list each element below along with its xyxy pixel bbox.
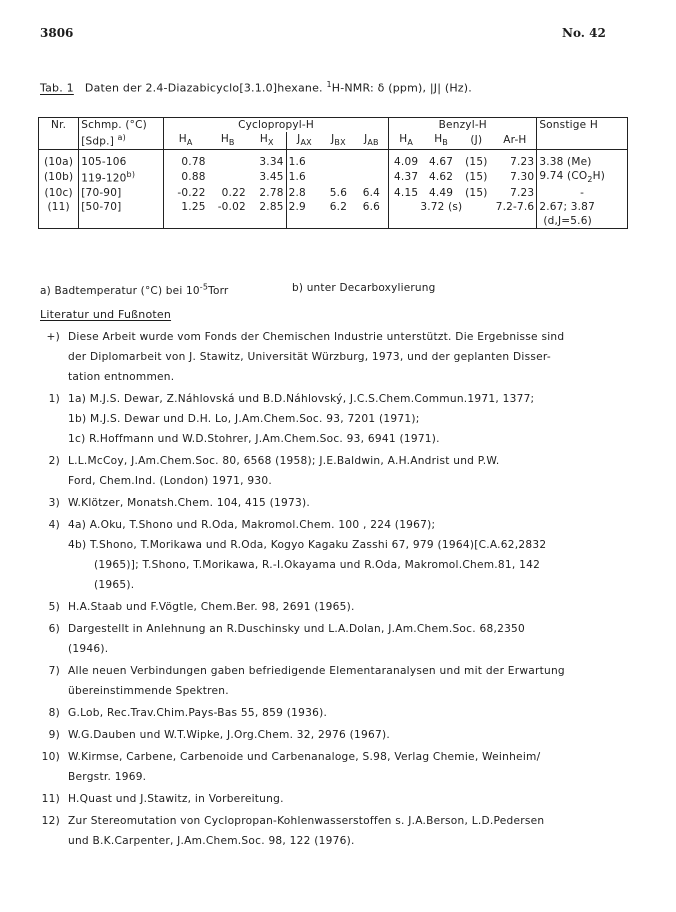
list-item: 10) W.Kirmse, Carbene, Carbenoide und Carbenanaloge, S.98, Verlag Chemie, Weinheim/ Bergstr. 1969.	[41, 751, 541, 783]
page-number: 3806	[40, 26, 74, 40]
list-item: 3) W.Klötzer, Monatsh.Chem. 104, 415 (1973).	[48, 497, 310, 509]
subheader-jax: $J_{AX}$	[286, 132, 322, 149]
group-header-sonstige: Sonstige H	[537, 118, 628, 133]
list-item: 6) Dargestellt in Anlehnung an R.Duschinsky und L.A.Dolan, J.Am.Chem.Soc. 68,2350 (1946).	[48, 623, 526, 655]
reference-list	[40, 327, 640, 853]
list-item: 1) 1a) M.J.S. Dewar, Z.Náhlovská und B.D.Náhlovský, J.C.S.Chem.Commun.1971, 1377; 1b) M.J.S. Dewar und D.H. Lo, J.Am.Chem.Soc. 93, 7201 (1971); 1c) R.Hoffmann und W.D.Stohrer, J.Am.Chem.Soc. 93, 6941 (1971).	[48, 393, 535, 445]
table-row: (10a) 105-106 0.78 3.34 1.6 4.09 4.67 (15) 7.23 3.38 (Me)	[39, 155, 628, 169]
list-item: 12) Zur Stereomutation von Cyclopropan-Kohlenwasserstoffen s. J.A.Berson, L.D.Pedersen und B.K.Carpenter, J.Am.Chem.Soc. 98, 122 (1976).	[41, 815, 545, 847]
col-header-schmp: Schmp. (°C)	[79, 118, 164, 133]
subheader-ar-h: Ar-H	[493, 132, 536, 149]
issue-number: No. 42	[562, 26, 606, 40]
subheader-jab: $J_{AB}$	[355, 132, 389, 149]
table-row: (10c) [70-90] -0.22 0.22 2.78 2.8 5.6 6.4 4.15 4.49 (15) 7.23 -	[39, 186, 628, 200]
caption-nmr-text: H-NMR: δ (ppm), |J| (Hz).	[331, 81, 472, 95]
group-header-cyclopropyl: Cyclopropyl-H	[163, 118, 388, 133]
list-item: 7) Alle neuen Verbindungen gaben befriedigende Elementaranalysen und mit der Erwartung übereinstimmende Spektren.	[48, 665, 565, 697]
subheader-jbx: $J_{BX}$	[322, 132, 354, 149]
list-item: 4) 4a) A.Oku, T.Shono und R.Oda, Makromol.Chem. 100 , 224 (1967); 4b) T.Shono, T.Morikawa und R.Oda, Kogyo Kagaku Zasshi 67, 979 (1964)[C.A.62,2832 (1965)]; T.Shono, T.Morikawa, R.-I.Okayama und R.Oda, Makromol.Chem.81, 142 (1965).	[48, 519, 547, 591]
list-item: 11) H.Quast und J.Stawitz, in Vorbereitung.	[41, 793, 284, 805]
list-item: 2) L.L.McCoy, J.Am.Chem.Soc. 80, 6568 (1958); J.E.Baldwin, A.H.Andrist und P.W. Ford, Chem.Ind. (London) 1971, 930.	[48, 455, 500, 487]
list-item: 8) G.Lob, Rec.Trav.Chim.Pays-Bas 55, 859 (1936).	[48, 707, 328, 719]
literature-heading: Literatur und Fußnoten	[40, 308, 172, 321]
list-item: 9) W.G.Dauben und W.T.Wipke, J.Org.Chem. 32, 2976 (1967).	[48, 729, 390, 741]
table-header-row-1	[39, 118, 628, 133]
table-row: (10b) 119-120$^{b)}$ 0.88 3.45 1.6 4.37 4.62 (15) 7.30 9.74 $(CO_2H)$	[39, 169, 628, 186]
table-row: (11) [50-70] 1.25 -0.02 2.85 2.9 6.2 6.6 3.72 (s) 7.2-7.6 2.67; 3.87	[39, 200, 628, 214]
table-footnotes	[40, 282, 436, 297]
subheader-benzyl-hb: $H_B$	[423, 132, 459, 149]
subheader-benzyl-j: (J)	[459, 132, 493, 149]
table-header-row-2	[39, 132, 628, 149]
caption-nmr-superscript: 1	[326, 80, 332, 89]
col-header-sdp: [Sdp.] $^{a)}$	[79, 132, 164, 149]
subheader-benzyl-ha: $H_A$	[389, 132, 423, 149]
nmr-data-table	[38, 117, 628, 229]
footnote-b: b) unter Decarboxylierung	[292, 282, 436, 294]
subheader-hx: $H_X$	[248, 132, 286, 149]
table-caption	[40, 80, 472, 95]
subheader-hb: $H_B$	[208, 132, 248, 149]
list-item: 5) H.A.Staab und F.Vögtle, Chem.Ber. 98, 2691 (1965).	[48, 601, 355, 613]
table-caption-text: Daten der 2.4-Diazabicyclo[3.1.0]hexane.	[84, 81, 323, 95]
footnote-a: a) Badtemperatur (°C) bei $10^{-5}Torr$	[40, 282, 229, 297]
list-item: +) Diese Arbeit wurde vom Fonds der Chemischen Industrie unterstützt. Die Ergebnisse sind der Diplomarbeit von J. Stawitz, Universität Würzburg, 1973, und der geplanten Disser- tation entnommen.	[46, 331, 565, 383]
table-caption-label: Tab. 1	[40, 81, 74, 95]
subheader-ha: $H_A$	[163, 132, 207, 149]
group-header-benzyl: Benzyl-H	[389, 118, 537, 133]
table-row-continuation: (d,J=5.6)	[39, 214, 628, 229]
col-header-nr: Nr.	[39, 118, 79, 133]
